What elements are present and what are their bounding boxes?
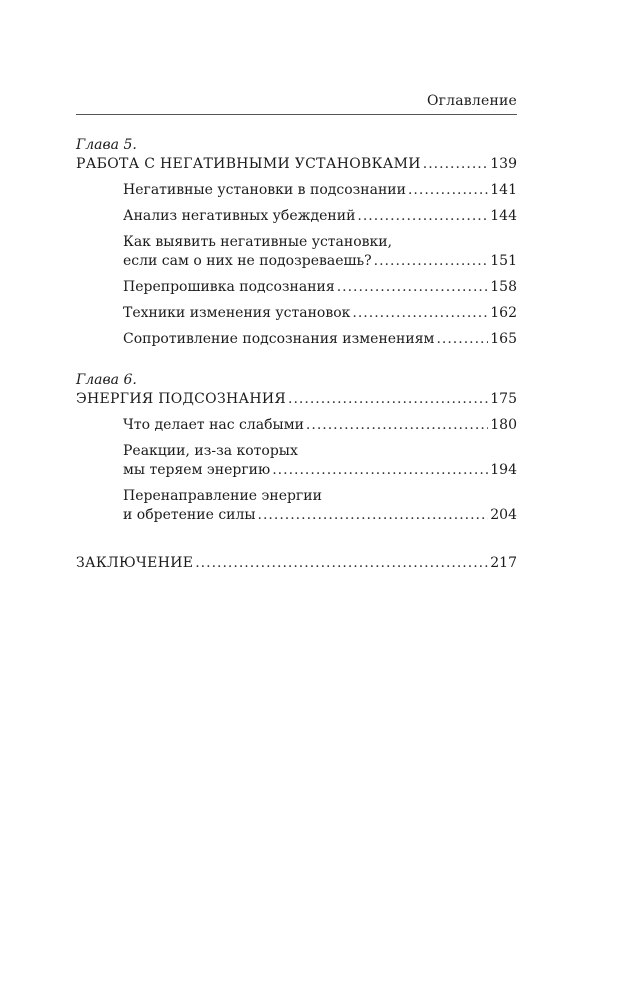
toc-entry-conclusion: [76, 554, 517, 573]
page-number: 180: [490, 417, 517, 433]
header-rule: [76, 114, 517, 115]
page-number: 217: [490, 555, 517, 571]
book-page: [76, 0, 517, 1000]
page-number: 162: [490, 305, 517, 321]
toc-entry: [76, 233, 517, 271]
leader-dots: [357, 207, 488, 226]
toc-entry: [76, 304, 517, 323]
toc-entry: [76, 330, 517, 349]
toc-entry-chapter-5: [76, 155, 517, 174]
leader-dots: [374, 252, 489, 271]
toc-entry-chapter-6: [76, 390, 517, 409]
leader-dots: [306, 416, 488, 435]
leader-dots: [436, 330, 488, 349]
chapter-6-section: [76, 371, 517, 525]
entry-title-line2: если сам о них не подозреваешь?: [123, 253, 372, 269]
conclusion-title: ЗАКЛЮЧЕНИЕ: [76, 555, 194, 571]
toc-entry: [76, 207, 517, 226]
entry-title: Техники изменения установок: [123, 305, 351, 321]
leader-dots: [272, 461, 488, 480]
page-number: 194: [490, 462, 517, 478]
entry-title-line1: Реакции, из-за которых: [123, 443, 298, 459]
toc-entry: [76, 442, 517, 480]
leader-dots: [195, 554, 488, 573]
conclusion-section: [76, 554, 517, 573]
entry-title: Сопротивление подсознания изменениям: [123, 331, 435, 347]
entry-title-line2: и обретение силы: [123, 507, 256, 523]
entry-title: Негативные установки в подсознании: [123, 182, 406, 198]
toc-entry: [76, 487, 517, 525]
toc-entry: [76, 181, 517, 200]
entry-title-line1: Перенаправление энергии: [123, 488, 322, 504]
toc-entry: [76, 416, 517, 435]
chapter-title: РАБОТА С НЕГАТИВНЫМИ УСТАНОВКАМИ: [76, 156, 421, 172]
chapter-5-section: [76, 136, 517, 349]
running-head: Оглавление: [426, 93, 517, 109]
entry-title: Что делает нас слабыми: [123, 417, 304, 433]
page-number: 144: [490, 208, 517, 224]
page-number: 139: [490, 156, 517, 172]
leader-dots: [258, 506, 489, 525]
page-number: 165: [490, 331, 517, 347]
entry-title: Анализ негативных убеждений: [123, 208, 356, 224]
page-number: 141: [490, 182, 517, 198]
chapter-title: ЭНЕРГИЯ ПОДСОЗНАНИЯ: [76, 391, 287, 407]
page-number: 204: [490, 507, 517, 523]
entry-title: Перепрошивка подсознания: [123, 279, 335, 295]
entry-title-line2: мы теряем энергию: [123, 462, 271, 478]
page-number: 175: [490, 391, 517, 407]
leader-dots: [408, 181, 488, 200]
leader-dots: [337, 278, 489, 297]
leader-dots: [352, 304, 488, 323]
page-number: 151: [490, 253, 517, 269]
chapter-label: Глава 6.: [76, 372, 137, 388]
leader-dots: [288, 390, 488, 409]
chapter-label: Глава 5.: [76, 137, 137, 153]
page-number: 158: [490, 279, 517, 295]
toc-entry: [76, 278, 517, 297]
entry-title-line1: Как выявить негативные установки,: [123, 234, 393, 250]
leader-dots: [423, 155, 488, 174]
